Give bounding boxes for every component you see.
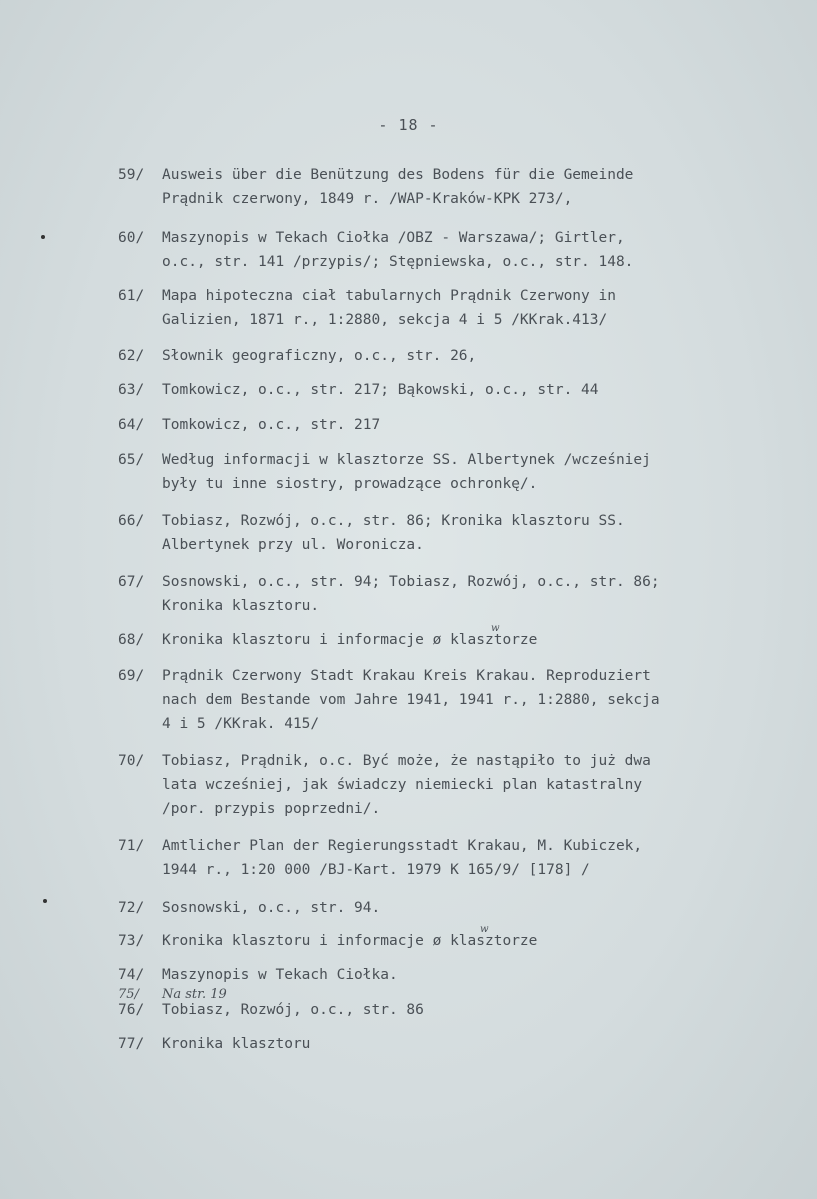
footnote-line: Sosnowski, o.c., str. 94.	[162, 900, 381, 916]
handwritten-correction: w	[491, 623, 500, 634]
footnote-line: Tobiasz, Rozwój, o.c., str. 86; Kronika klasztoru SS.	[162, 513, 625, 529]
footnote-number: 64/	[118, 417, 145, 433]
paper-speck	[43, 899, 47, 903]
footnote-line: Tobiasz, Rozwój, o.c., str. 86	[162, 1002, 424, 1018]
footnote-line: Amtlicher Plan der Regierungsstadt Krakau, M. Kubiczek,	[162, 838, 643, 854]
footnote-number: 67/	[118, 574, 145, 590]
footnote-line: Albertynek przy ul. Woronicza.	[162, 537, 424, 553]
footnote-number: 63/	[118, 382, 145, 398]
footnote-line: Tomkowicz, o.c., str. 217	[162, 417, 381, 433]
footnote-line: Prądnik czerwony, 1849 r. /WAP-Kraków-KPK 273/,	[162, 191, 573, 207]
footnote-line: Prądnik Czerwony Stadt Krakau Kreis Krakau. Reproduziert	[162, 668, 651, 684]
footnote-line: Ausweis über die Benützung des Bodens für die Gemeinde	[162, 167, 634, 183]
footnote-line: Kronika klasztoru i informacje ø klasztorze	[162, 632, 538, 648]
footnote-number: 62/	[118, 348, 145, 364]
footnote-line: 1944 r., 1:20 000 /BJ-Kart. 1979 K 165/9/ [178] /	[162, 862, 590, 878]
footnote-line: Kronika klasztoru	[162, 1036, 311, 1052]
footnote-line: Galizien, 1871 r., 1:2880, sekcja 4 i 5 /KKrak.413/	[162, 312, 608, 328]
footnote-line: Według informacji w klasztorze SS. Albertynek /wcześniej	[162, 452, 651, 468]
footnote-line: Maszynopis w Tekach Ciołka.	[162, 967, 398, 983]
page-number: - 18 -	[378, 116, 439, 134]
footnote-line: Kronika klasztoru.	[162, 598, 320, 614]
footnote-number: 60/	[118, 230, 145, 246]
footnote-number: 77/	[118, 1036, 145, 1052]
footnote-number: 61/	[118, 288, 145, 304]
footnote-line: Tomkowicz, o.c., str. 217; Bąkowski, o.c., str. 44	[162, 382, 599, 398]
footnote-number: 65/	[118, 452, 145, 468]
footnote-line: Słownik geograficzny, o.c., str. 26,	[162, 348, 477, 364]
footnote-line: 4 i 5 /KKrak. 415/	[162, 716, 320, 732]
footnote-line: były tu inne siostry, prowadzące ochronkę/.	[162, 476, 538, 492]
footnote-line: Sosnowski, o.c., str. 94; Tobiasz, Rozwój, o.c., str. 86;	[162, 574, 660, 590]
footnote-line: Maszynopis w Tekach Ciołka /OBZ - Warszawa/; Girtler,	[162, 230, 625, 246]
footnote-line-handwritten: Na str. 19	[162, 987, 227, 1002]
footnote-number: 74/	[118, 967, 145, 983]
footnote-line: o.c., str. 141 /przypis/; Stępniewska, o.c., str. 148.	[162, 254, 634, 270]
footnote-number: 75/	[118, 987, 139, 1002]
footnote-number: 71/	[118, 838, 145, 854]
footnote-number: 76/	[118, 1002, 145, 1018]
footnote-number: 72/	[118, 900, 145, 916]
footnote-line: /por. przypis poprzedni/.	[162, 801, 381, 817]
footnote-line: nach dem Bestande vom Jahre 1941, 1941 r., 1:2880, sekcja	[162, 692, 660, 708]
footnote-number: 70/	[118, 753, 145, 769]
footnote-number: 73/	[118, 933, 145, 949]
footnote-number: 69/	[118, 668, 145, 684]
footnote-line: Tobiasz, Prądnik, o.c. Być może, że nastąpiło to już dwa	[162, 753, 651, 769]
footnote-line: lata wcześniej, jak świadczy niemiecki plan katastralny	[162, 777, 643, 793]
handwritten-correction: w	[480, 924, 489, 935]
footnote-line: Mapa hipoteczna ciał tabularnych Prądnik Czerwony in	[162, 288, 616, 304]
paper-speck	[41, 235, 45, 239]
footnote-number: 66/	[118, 513, 145, 529]
footnote-line: Kronika klasztoru i informacje ø klasztorze	[162, 933, 538, 949]
footnote-number: 59/	[118, 167, 145, 183]
footnote-number: 68/	[118, 632, 145, 648]
